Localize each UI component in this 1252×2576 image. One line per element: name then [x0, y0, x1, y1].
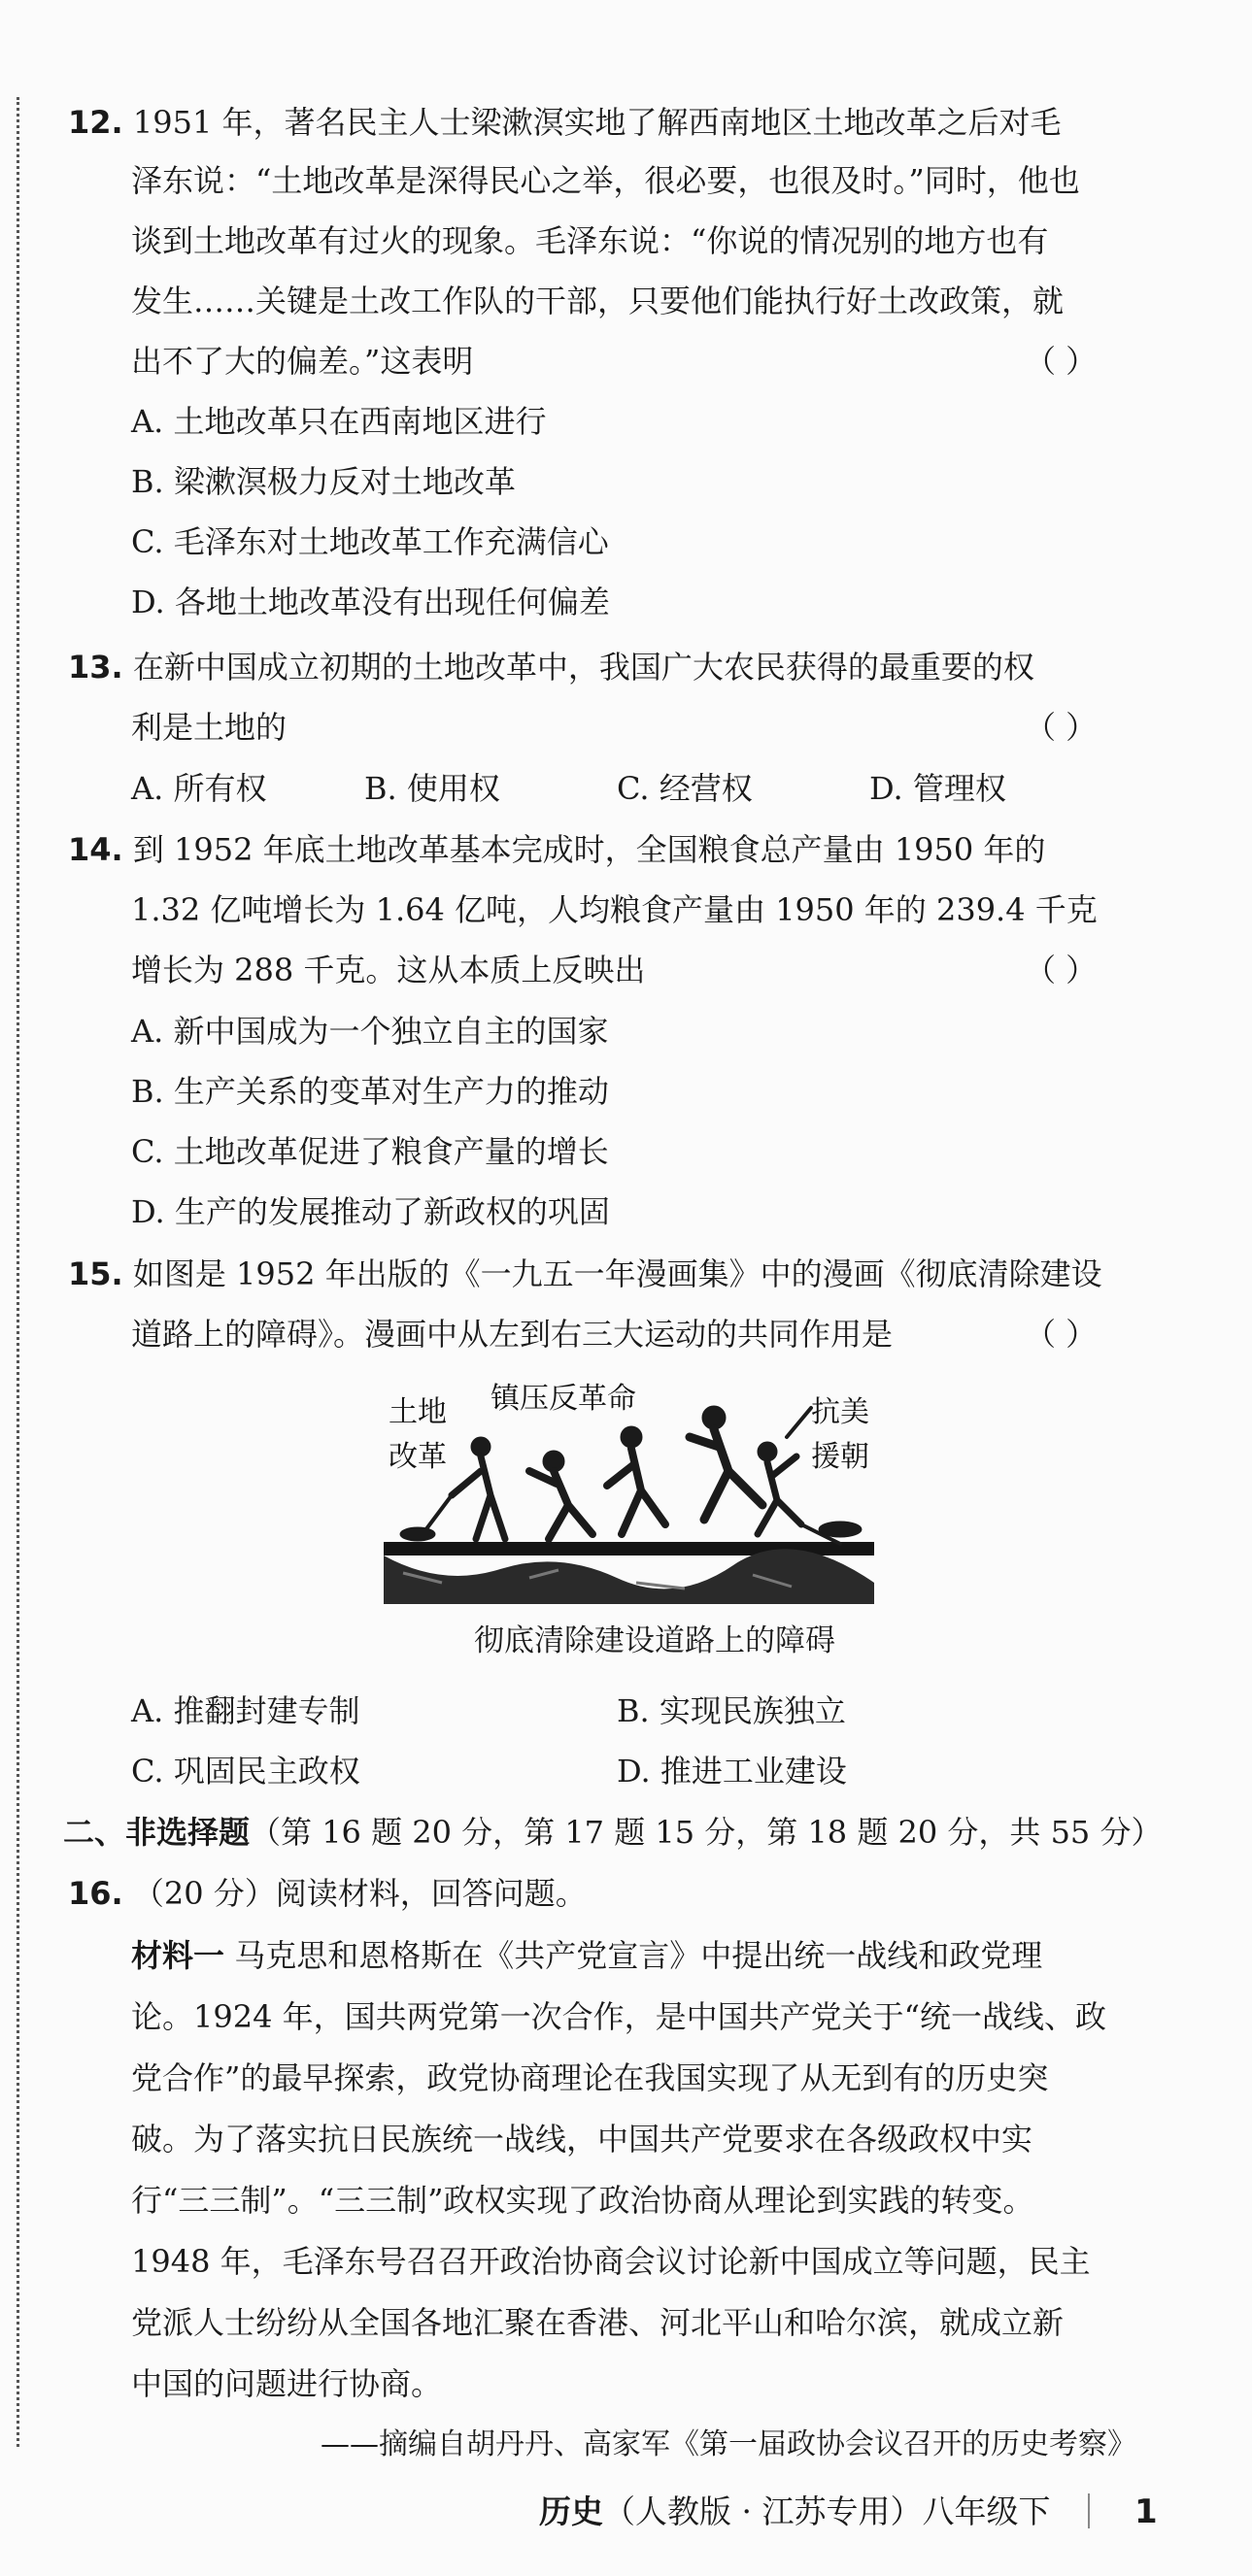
page-footer — [539, 2491, 1050, 2533]
q12-line-5: 出不了大的偏差。”这表明 — [131, 343, 474, 380]
q16-line-stem: 16. （20 分）阅读材料，回答问题。 — [68, 1875, 587, 1912]
q14-line-1: 14. 到 1952 年底土地改革基本完成时，全国粮食总产量由 1950 年的 — [68, 831, 1046, 868]
q14-option-b[interactable]: B. 生产关系的变革对生产力的推动 — [131, 1073, 609, 1110]
cartoon-label-left-top: 土地 — [389, 1395, 447, 1429]
q15-answer-paren[interactable]: （ ） — [1025, 1316, 1098, 1353]
cartoon-label-right-top: 抗美 — [811, 1395, 869, 1429]
q16-material-line-6: 1948 年，毛泽东号召召开政治协商会议讨论新中国成立等问题，民主 — [131, 2243, 1091, 2280]
q13-option-b[interactable]: B. 使用权 — [364, 770, 500, 807]
q15-line-2: 道路上的障碍》。漫画中从左到右三大运动的共同作用是 — [131, 1316, 894, 1353]
q12-line-4: 发生……关键是土改工作队的干部，只要他们能执行好土改政策，就 — [131, 283, 1065, 319]
cartoon-label-center: 镇压反革命 — [491, 1382, 636, 1416]
q15-option-d[interactable]: D. 推进工业建设 — [617, 1753, 847, 1790]
q13-answer-paren[interactable]: （ ） — [1025, 709, 1098, 746]
q12-option-c[interactable]: C. 毛泽东对土地改革工作充满信心 — [131, 523, 609, 560]
q13-line-2: 利是土地的 — [131, 709, 288, 746]
footer-subject: 历史 — [539, 2492, 603, 2530]
q16-material-line-7: 党派人士纷纷从全国各地汇聚在香港、河北平山和哈尔滨，就成立新 — [131, 2304, 1065, 2341]
section-2-heading — [63, 1811, 1162, 1854]
binding-dotted-line — [17, 97, 19, 2447]
q16-number: 16. — [68, 1875, 123, 1912]
footer-edition: （人教版 · 江苏专用）八年级下 — [603, 2492, 1051, 2530]
q16-material-line-8: 中国的问题进行协商。 — [131, 2365, 443, 2402]
q15-number: 15. — [68, 1255, 123, 1292]
cartoon-label-left-bottom: 改革 — [389, 1440, 447, 1474]
material-1-label: 材料一 — [131, 1937, 225, 1974]
cartoon-image — [384, 1379, 889, 1607]
q13-option-d[interactable]: D. 管理权 — [869, 770, 1006, 807]
q13-line-1: 13. 在新中国成立初期的土地改革中，我国广大农民获得的最重要的权 — [68, 649, 1034, 686]
q15-option-a[interactable]: A. 推翻封建专制 — [131, 1692, 360, 1729]
q16-material-line-1: 材料一 马克思和恩格斯在《共产党宣言》中提出统一战线和政党理 — [131, 1937, 1043, 1974]
q14-answer-paren[interactable]: （ ） — [1025, 952, 1098, 988]
q15-option-c[interactable]: C. 巩固民主政权 — [131, 1753, 360, 1790]
q13-option-c[interactable]: C. 经营权 — [617, 770, 753, 807]
footer-divider — [1088, 2493, 1090, 2528]
q16-material-line-4: 破。为了落实抗日民族统一战线，中国共产党要求在各级政权中实 — [131, 2121, 1033, 2158]
q15-line-1: 15. 如图是 1952 年出版的《一九五一年漫画集》中的漫画《彻底清除建设 — [68, 1255, 1102, 1292]
q16-material-line-3: 党合作”的最早探索，政党协商理论在我国实现了从无到有的历史突 — [131, 2059, 1049, 2096]
q15-option-b[interactable]: B. 实现民族独立 — [617, 1692, 846, 1729]
q14-line-3: 增长为 288 千克。这从本质上反映出 — [131, 952, 646, 988]
section-2-note: （第 16 题 20 分，第 17 题 15 分，第 18 题 20 分，共 55 分） — [250, 1814, 1163, 1851]
q12-option-d[interactable]: D. 各地土地改革没有出现任何偏差 — [131, 584, 610, 620]
q16-source-citation: ——摘编自胡丹丹、高家军《第一届政协会议召开的历史考察》 — [321, 2427, 1136, 2461]
q14-line-2: 1.32 亿吨增长为 1.64 亿吨，人均粮食产量由 1950 年的 239.4 千克 — [131, 891, 1098, 928]
q12-answer-paren[interactable]: （ ） — [1025, 343, 1098, 380]
cartoon-label-right-bottom: 援朝 — [811, 1440, 869, 1474]
q12-line-1: 12. 1951 年，著名民主人士梁漱溟实地了解西南地区土地改革之后对毛 — [68, 104, 1062, 141]
q16-material-line-5: 行“三三制”。“三三制”政权实现了政治协商从理论到实践的转变。 — [131, 2182, 1034, 2219]
q14-option-d[interactable]: D. 生产的发展推动了新政权的巩固 — [131, 1193, 610, 1230]
q12-line-2: 泽东说：“土地改革是深得民心之举，很必要，也很及时。”同时，他也 — [131, 162, 1080, 199]
q13-option-a[interactable]: A. 所有权 — [131, 770, 267, 807]
q14-option-c[interactable]: C. 土地改革促进了粮食产量的增长 — [131, 1133, 609, 1170]
q16-material-line-2: 论。1924 年，国共两党第一次合作，是中国共产党关于“统一战线、政 — [131, 1998, 1106, 2035]
q12-number: 12. — [68, 104, 123, 141]
cartoon-caption: 彻底清除建设道路上的障碍 — [474, 1623, 835, 1658]
page-number: 1 — [1134, 2492, 1158, 2531]
q12-line-3: 谈到土地改革有过火的现象。毛泽东说：“你说的情况别的地方也有 — [131, 222, 1049, 259]
q14-option-a[interactable]: A. 新中国成为一个独立自主的国家 — [131, 1013, 609, 1050]
q12-option-a[interactable]: A. 土地改革只在西南地区进行 — [131, 403, 547, 440]
cartoon-drawing — [384, 1379, 889, 1607]
q13-number: 13. — [68, 649, 123, 686]
section-2-title: 二、非选择题 — [63, 1814, 251, 1851]
q12-option-b[interactable]: B. 梁漱溟极力反对土地改革 — [131, 463, 516, 500]
q14-number: 14. — [68, 831, 123, 868]
